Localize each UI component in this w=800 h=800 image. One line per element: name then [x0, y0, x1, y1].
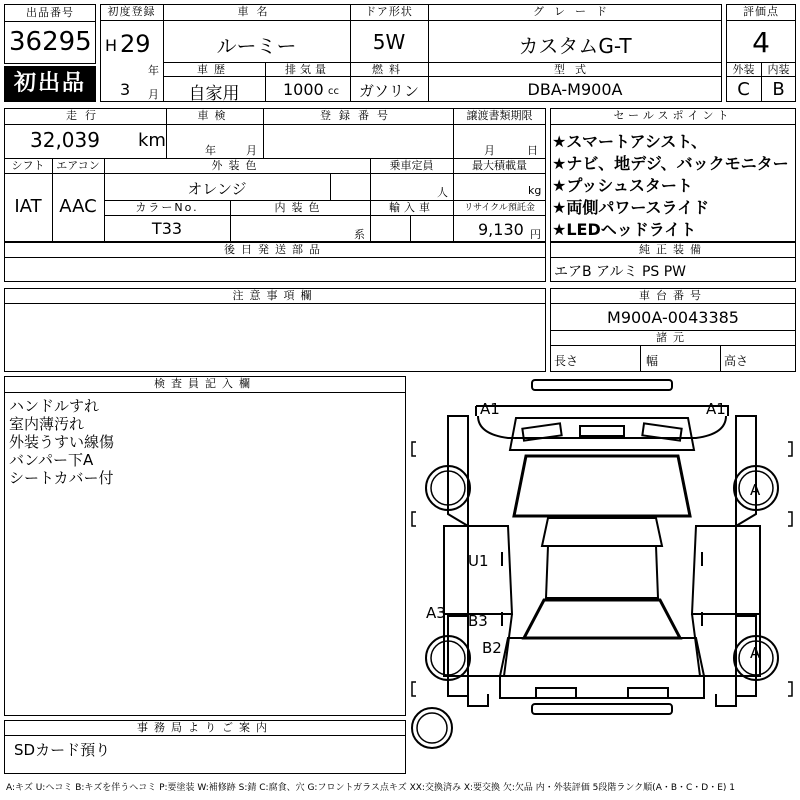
interior-grade: B — [772, 79, 785, 100]
notes-label: 注意事項欄 — [232, 289, 318, 302]
office-label: 事務局よりご案内 — [137, 721, 273, 734]
lot-number: 36295 — [9, 27, 92, 57]
inspection-label: 車検 — [197, 109, 232, 122]
car-diagram — [408, 376, 796, 774]
ac-label: エアコン — [56, 159, 100, 172]
mileage-unit: km — [138, 130, 166, 151]
capacity-unit: 人 — [437, 186, 448, 199]
door: 5W — [372, 30, 406, 54]
chassis-number: M900A-0043385 — [607, 308, 739, 327]
shift-label: シフト — [11, 159, 45, 172]
inspector-line-1: ハンドルすれ — [9, 397, 100, 415]
mark-side-left-b3: B3 — [468, 612, 488, 630]
shift: IAT — [14, 196, 42, 217]
car-name: ルーミー — [216, 34, 297, 58]
selling-point-3: ★プッシュスタート — [552, 176, 693, 195]
int-color-unit: 系 — [354, 228, 365, 241]
selling-point-2: ★ナビ、地デジ、バックモニター — [552, 154, 789, 173]
selling-point-5: ★LEDヘッドライト — [552, 220, 697, 239]
mark-tire-front-right: A — [750, 481, 761, 499]
inspector-line-2: 室内薄汚れ — [9, 415, 85, 433]
selling-point-4: ★両側パワースライド — [552, 198, 710, 217]
import-label: 輸入車 — [389, 201, 434, 214]
month-unit: 月 — [148, 88, 159, 101]
exterior-grade: C — [737, 79, 750, 100]
interior-label: 内装 — [767, 63, 790, 76]
transfer-month-unit: 月 — [484, 144, 495, 157]
history: 自家用 — [188, 84, 240, 104]
color-no-label: カラーNo. — [135, 201, 199, 214]
length-label: 長さ — [554, 354, 579, 368]
equipment-value: エアB アルミ PS PW — [554, 264, 687, 280]
first-reg-label: 初度登録 — [107, 5, 156, 18]
ext-color: オレンジ — [187, 180, 247, 198]
selling-point-1: ★スマートアシスト、 — [552, 132, 707, 151]
model-label: 型式 — [554, 63, 596, 76]
later-parts-label: 後日発送部品 — [224, 243, 326, 256]
recycle-label: リサイクル預託金 — [464, 203, 535, 213]
load-unit: kg — [528, 184, 542, 197]
inspector-label: 検査員記入欄 — [154, 377, 256, 390]
reg-number-label: 登録番号 — [320, 109, 396, 122]
fuel: ガソリン — [358, 82, 419, 100]
mark-side-left-lower: A3 — [426, 604, 446, 622]
model: DBA-M900A — [527, 80, 623, 99]
inspector-line-3: 外装うすい線傷 — [9, 433, 115, 451]
ext-color-label: 外装色 — [211, 159, 263, 172]
displacement-unit: cc — [328, 86, 339, 97]
transfer-label: 譲渡書類期限 — [466, 109, 533, 122]
recycle: 9,130 — [478, 220, 524, 239]
month: 3 — [120, 80, 131, 99]
inspector-line-4: バンパー下A — [9, 451, 94, 469]
load-label: 最大積載量 — [472, 159, 527, 172]
mark-tire-rear-right: A — [750, 644, 761, 662]
history-label: 車歴 — [197, 63, 231, 76]
year: 29 — [120, 30, 151, 58]
mileage: 32,039 — [30, 128, 100, 152]
year-unit: 年 — [148, 64, 159, 77]
transfer-day-unit: 日 — [527, 144, 538, 157]
grade: カスタムG-T — [518, 34, 632, 58]
score-label: 評価点 — [743, 5, 779, 18]
lot-number-box — [4, 4, 96, 64]
dims-label: 諸元 — [656, 331, 690, 344]
mark-side-left-b2: B2 — [482, 639, 502, 657]
chassis-label: 車台番号 — [639, 289, 707, 302]
int-color-label: 内装色 — [274, 201, 326, 214]
legend: A:キズ U:ヘコミ B:キズを伴うヘコミ P:要塗装 W:補修跡 S:錆 C:腐食、穴 G:フロントガラス点キズ XX:交換済み X:要交換 欠:欠品 内・外装評価 5段階ランク順(A・B・C・D・E) 1 — [6, 783, 736, 793]
mark-front-right: A1 — [706, 400, 726, 418]
equipment-label: 純正装備 — [639, 243, 707, 256]
mark-side-left-upper: U1 — [468, 552, 489, 570]
score: 4 — [752, 26, 770, 59]
width-label: 幅 — [646, 354, 659, 368]
door-label: ドア形状 — [365, 5, 413, 18]
capacity-label: 乗車定員 — [389, 159, 434, 172]
inspection-month-unit: 月 — [246, 144, 257, 157]
color-no: T33 — [151, 219, 183, 238]
lot-number-label: 出品番号 — [26, 6, 74, 19]
height-label: 高さ — [724, 354, 749, 368]
mileage-label: 走行 — [66, 109, 104, 122]
exterior-label: 外装 — [732, 63, 755, 76]
ac: AAC — [59, 196, 97, 217]
office-text: SDカード預り — [14, 741, 111, 759]
grade-label: グレード — [533, 5, 617, 18]
car-name-label: 車名 — [237, 5, 276, 18]
mark-front-left: A1 — [480, 400, 500, 418]
recycle-unit: 円 — [530, 228, 541, 241]
displacement: 1000 — [283, 80, 324, 99]
fuel-label: 燃料 — [372, 63, 406, 76]
era: H — [105, 36, 118, 55]
first-listing-badge: 初出品 — [4, 66, 96, 102]
inspection-year-unit: 年 — [205, 144, 216, 157]
selling-points-label: セールスポイント — [613, 109, 733, 122]
inspector-line-5: シートカバー付 — [9, 469, 114, 487]
displacement-label: 排気量 — [285, 63, 330, 76]
